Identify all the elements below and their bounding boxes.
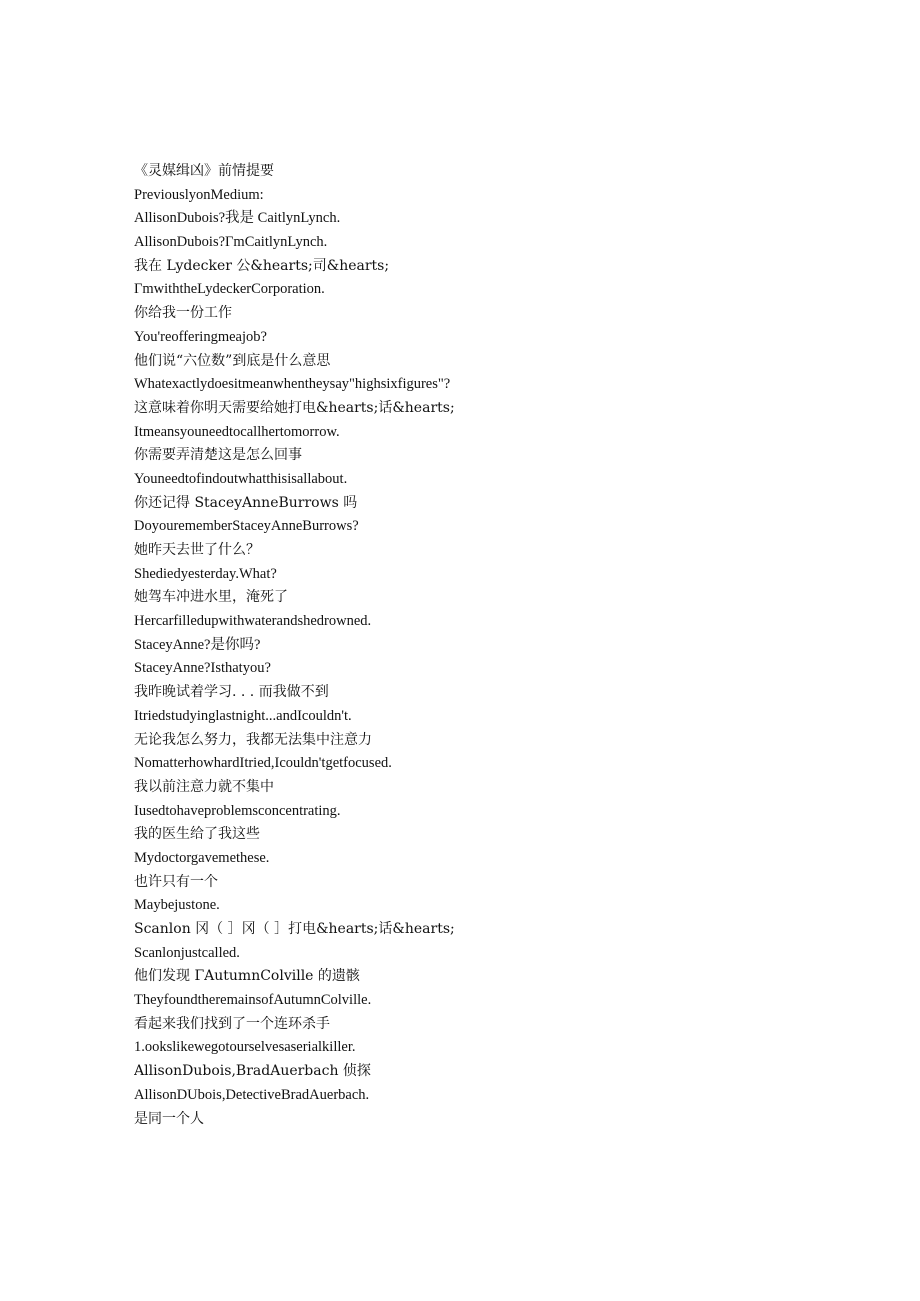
subtitle-line-chinese: 也许只有一个 <box>134 873 218 890</box>
subtitle-line-chinese: 她驾车冲进水里，淹死了 <box>134 589 288 606</box>
subtitle-line-english: Youneedtofindoutwhatthisisallabout. <box>134 470 348 487</box>
subtitle-line-english: ΓmwiththeLydeckerCorporation. <box>134 281 325 298</box>
subtitle-line-chinese: 你需要弄清楚这是怎么回事 <box>134 447 302 464</box>
subtitle-line-chinese: 是同一个人 <box>134 1110 204 1127</box>
subtitle-line-english: PreviouslyonMedium: <box>134 186 264 203</box>
subtitle-line-chinese: 《灵媒缉凶》前情提要 <box>134 163 274 179</box>
subtitle-line-english: Maybejustone. <box>134 897 220 914</box>
subtitle-transcript <box>134 160 834 1131</box>
subtitle-line-english: Mydoctorgavemethese. <box>134 849 270 866</box>
subtitle-line-chinese: 这意味着你明天需要给她打电&hearts;话&hearts; <box>134 399 455 416</box>
subtitle-line-chinese: 看起来我们找到了一个连环杀手 <box>134 1015 330 1032</box>
subtitle-line-chinese: 他们发现 ΓAutumnColville 的遗骸 <box>134 968 360 985</box>
subtitle-line-english: NomatterhowhardItried,Icouldn'tgetfocused. <box>134 755 392 772</box>
subtitle-line-chinese: 我昨晚试着学习. . . 而我做不到 <box>134 684 329 701</box>
subtitle-line-english: Shediedyesterday.What? <box>134 565 277 582</box>
subtitle-line-chinese: 你给我一份工作 <box>134 305 232 322</box>
subtitle-line-chinese: 无论我怎么努力，我都无法集中注意力 <box>134 731 372 748</box>
subtitle-line-english: You'reofferingmeajob? <box>134 328 267 345</box>
subtitle-line-english: Itmeansyouneedtocallhertomorrow. <box>134 423 340 440</box>
subtitle-line-english: AllisonDubois?ΓmCaitlynLynch. <box>134 234 328 251</box>
subtitle-line-english: TheyfoundtheremainsofAutumnColville. <box>134 992 372 1009</box>
subtitle-line-english: Iusedtohaveproblemsconcentrating. <box>134 802 341 819</box>
subtitle-line-english: Scanlonjustcalled. <box>134 944 240 961</box>
subtitle-line-english: AllisonDubois?我是 CaitlynLynch. <box>134 210 341 227</box>
subtitle-line-english: StaceyAnne?是你吗? <box>134 636 261 653</box>
subtitle-line-english: Hercarfilledupwithwaterandshedrowned. <box>134 613 372 630</box>
subtitle-line-chinese: 我的医生给了我这些 <box>134 826 260 843</box>
subtitle-line-english: DoyourememberStaceyAnneBurrows? <box>134 518 359 535</box>
subtitle-line-chinese: 我以前注意力就不集中 <box>134 778 274 795</box>
subtitle-line-chinese: 我在 Lydecker 公&hearts;司&hearts; <box>134 257 390 274</box>
subtitle-line-english: AllisonDUbois,DetectiveBradAuerbach. <box>134 1086 370 1103</box>
subtitle-line-chinese: 她昨天去世了什么？ <box>134 542 260 558</box>
subtitle-line-chinese: 你还记得 StaceyAnneBurrows 吗 <box>134 494 358 511</box>
subtitle-line-english: Whatexactlydoesitmeanwhentheysay"highsixfigures"? <box>134 376 451 393</box>
subtitle-line-english: Itriedstudyinglastnight...andIcouldn't. <box>134 707 352 724</box>
subtitle-line-english: 1.ookslikewegotourselvesaserialkiller. <box>134 1039 356 1056</box>
subtitle-line-chinese: 他们说“六位数”到底是什么意思 <box>134 352 331 369</box>
subtitle-line-chinese: AllisonDubois,BradAuerbach 侦探 <box>134 1063 371 1080</box>
subtitle-line-english: StaceyAnne?Isthatyou? <box>134 660 271 677</box>
subtitle-line-chinese: Scanlon 冈（ ］冈（ ］打电&hearts;话&hearts; <box>134 921 455 937</box>
